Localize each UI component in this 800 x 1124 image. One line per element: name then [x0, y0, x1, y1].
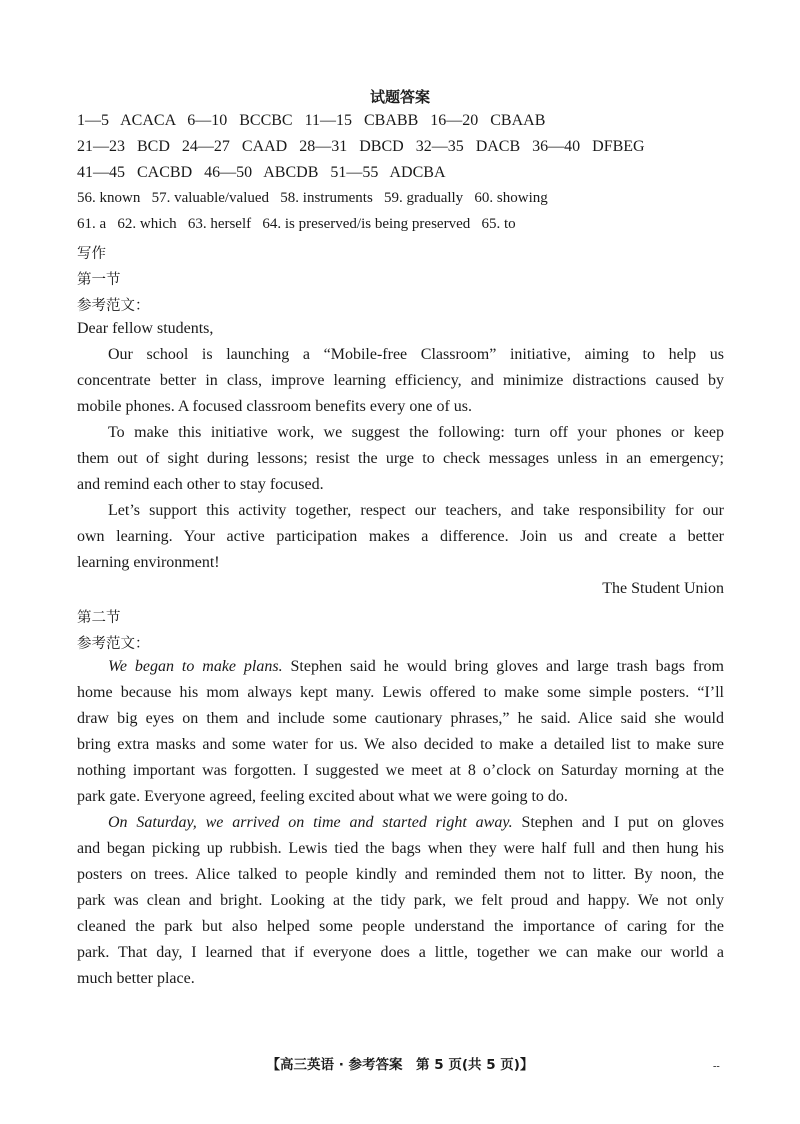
answer-line-5: 61. a 62. which 63. herself 64. is preserved/is being preserved 65. to: [77, 216, 516, 232]
answer-line-3: 41—45 CACBD 46—50 ABCDB 51—55 ADCBA: [77, 164, 446, 181]
section1-line: Let’s support this activity together, respect our teachers, and take responsibility for our: [108, 502, 724, 519]
para1-first-rest: Stephen said he would bring gloves and large trash bags from: [282, 658, 724, 675]
section1-line: To make this initiative work, we suggest the following: turn off your phones or keep: [108, 424, 724, 441]
section1-line: concentrate better in class, improve learning efficiency, and minimize distractions caused by: [77, 372, 724, 389]
signature: The Student Union: [602, 580, 724, 597]
section2-line: posters on trees. Alice talked to people kindly and reminded them not to litter. By noon, the: [77, 866, 724, 883]
section2-sample-label: 参考范文：: [77, 636, 150, 652]
section1-line: own learning. Your active participation makes a difference. Join us and create a better: [77, 528, 724, 545]
section1-line: them out of sight during lessons; resist the urge to check messages unless in an emergency;: [77, 450, 724, 467]
section1-label: 第一节: [77, 272, 121, 288]
writing-label: 写作: [77, 246, 106, 262]
section1-line: learning environment!: [77, 554, 220, 571]
answer-line-2: 21—23 BCD 24—27 CAAD 28—31 DBCD 32—35 DACB 36—40 DFBEG: [77, 138, 645, 155]
section1-sample-label: 参考范文：: [77, 298, 150, 314]
section2-line: much better place.: [77, 970, 195, 987]
section2-para2-first-line: [108, 814, 724, 832]
section2-para1-first-line: [108, 658, 724, 676]
para1-opening-italic: We began to make plans.: [108, 658, 283, 675]
section2-line: park was clean and bright. Looking at the tidy park, we felt proud and happy. We not only: [77, 892, 724, 909]
section1-line: mobile phones. A focused classroom benefits every one of us.: [77, 398, 473, 415]
para2-first-rest: Stephen and I put on gloves: [512, 814, 724, 831]
section2-line: cleaned the park but also helped some people understand the importance of caring for the: [77, 918, 724, 935]
section2-line: home because his mom always kept many. Lewis offered to make some simple posters. “I’ll: [77, 684, 724, 701]
para2-opening-italic: On Saturday, we arrived on time and started right away.: [108, 814, 513, 831]
footer-mark: --: [713, 1061, 720, 1072]
page-footer: 【高三英语 · 参考答案 第 5 页(共 5 页)】: [266, 1057, 534, 1073]
section2-line: nothing important was forgotten. I suggested we meet at 8 o’clock on Saturday morning at the: [77, 762, 724, 779]
answer-line-4: 56. known 57. valuable/valued 58. instruments 59. gradually 60. showing: [77, 190, 548, 206]
section2-line: draw big eyes on them and include some cautionary phrases,” he said. Alice said she would: [77, 710, 724, 727]
section2-line: park. That day, I learned that if everyone does a little, together we can make our world a: [77, 944, 724, 961]
salutation: Dear fellow students,: [77, 320, 214, 337]
section2-line: bring extra masks and some water for us. We also decided to make a detailed list to make sure: [77, 736, 724, 753]
section2-line: park gate. Everyone agreed, feeling excited about what we were going to do.: [77, 788, 568, 805]
page-title: 试题答案: [369, 88, 430, 106]
answer-line-1: 1—5 ACACA 6—10 BCCBC 11—15 CBABB 16—20 CBAAB: [77, 112, 546, 129]
section1-line: Our school is launching a “Mobile-free Classroom” initiative, aiming to help us: [108, 346, 724, 363]
section2-line: and began picking up rubbish. Lewis tied the bags when they were half full and then hung his: [77, 840, 724, 857]
section2-label: 第二节: [77, 610, 121, 626]
section1-line: and remind each other to stay focused.: [77, 476, 324, 493]
